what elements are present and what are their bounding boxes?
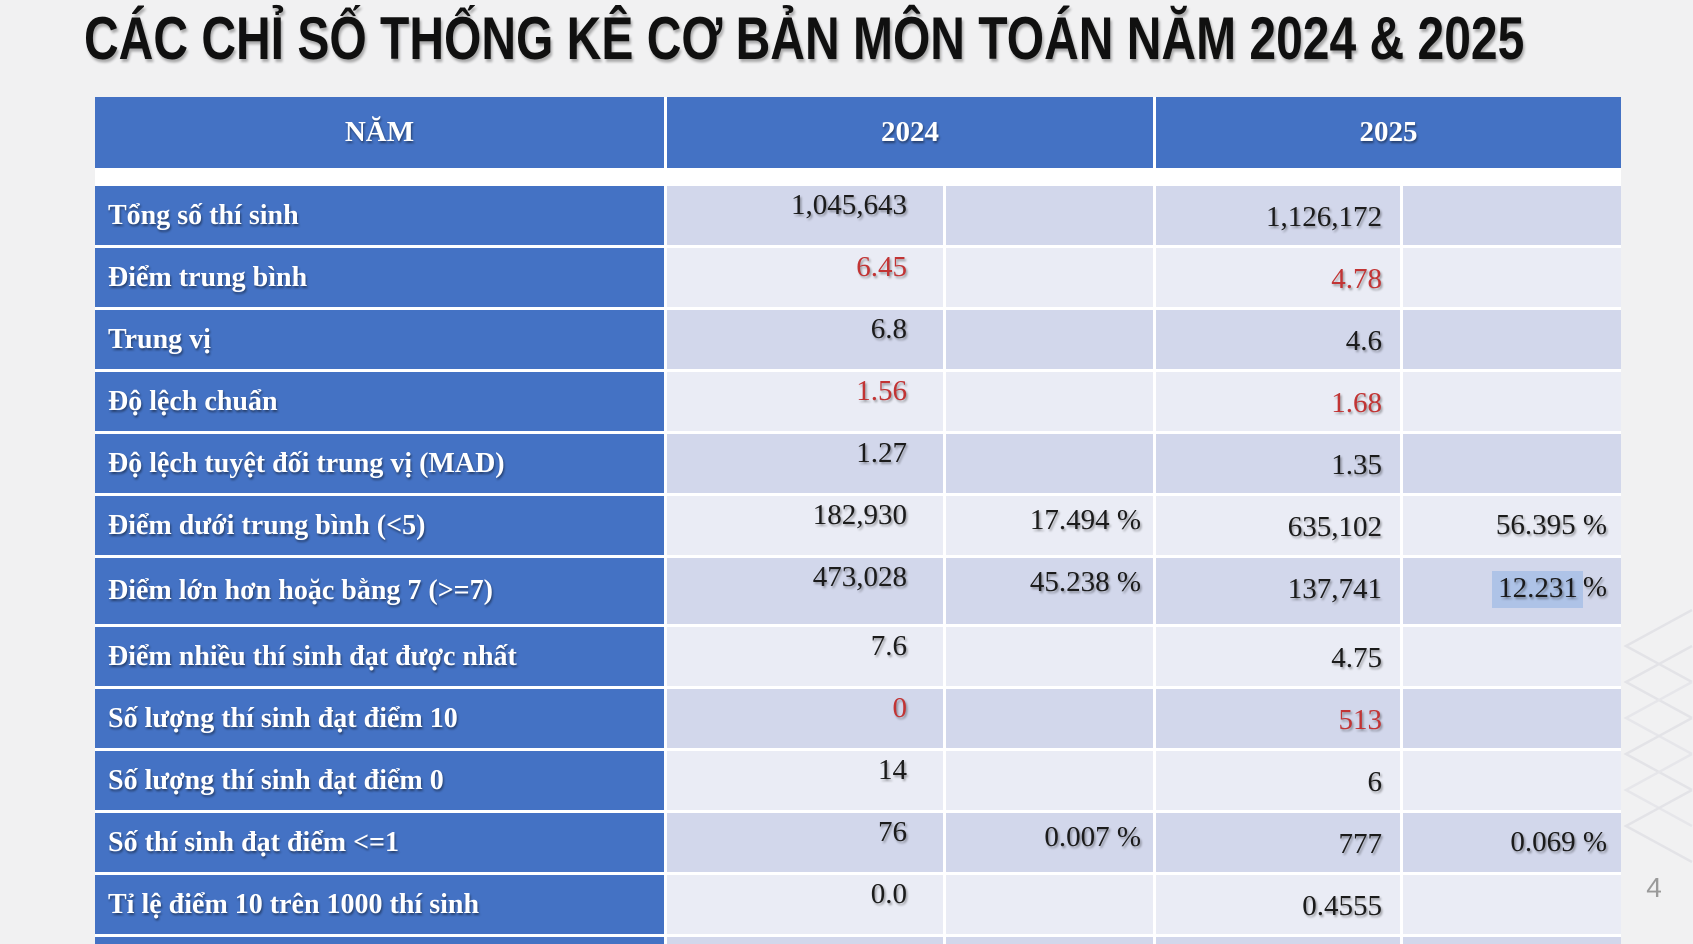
pct-2024 [946, 751, 1153, 810]
value-2025: 513 [1156, 689, 1400, 748]
value-2024: 14 [667, 751, 943, 810]
value-2025: 0.4555 [1156, 875, 1400, 934]
pct-2024 [946, 434, 1153, 493]
pct-2025 [1403, 627, 1621, 686]
value-2024: 182,930 [667, 496, 943, 555]
pct-2024: 0.007 % [946, 813, 1153, 872]
table-row [95, 372, 1621, 431]
value-2024: 473,028 [667, 558, 943, 624]
value-2025: 4.75 [1156, 627, 1400, 686]
pct-2024: 45.238 % [946, 558, 1153, 624]
table-row-cutoff [95, 937, 1621, 944]
row-label: Tỉ lệ điểm 10 trên 1000 thí sinh [95, 875, 664, 934]
row-label: Điểm trung bình [95, 248, 664, 307]
pct-2024 [946, 875, 1153, 934]
pct-2025: 56.395 % [1403, 496, 1621, 555]
value-2025: 6 [1156, 751, 1400, 810]
pct-2025 [1403, 937, 1621, 944]
highlighted-value: 12.231 [1492, 571, 1583, 608]
row-label [95, 937, 664, 944]
pct-2024 [946, 186, 1153, 245]
value-2025: 4.6 [1156, 310, 1400, 369]
pct-2025 [1403, 372, 1621, 431]
table-row [95, 496, 1621, 555]
pct-2025 [1403, 689, 1621, 748]
table-row [95, 248, 1621, 307]
table-row [95, 875, 1621, 934]
value-2024: 1.56 [667, 372, 943, 431]
header-year-label: NĂM [95, 97, 664, 168]
table-row [95, 558, 1621, 624]
table-header-row [95, 97, 1621, 168]
pct-2024 [946, 248, 1153, 307]
page-number: 4 [1646, 872, 1662, 903]
row-label: Điểm nhiều thí sinh đạt được nhất [95, 627, 664, 686]
pct-2025 [1403, 310, 1621, 369]
value-2024: 76 [667, 813, 943, 872]
value-2025: 1.35 [1156, 434, 1400, 493]
pct-2025: 0.069 % [1403, 813, 1621, 872]
table-row [95, 689, 1621, 748]
pct-2024 [946, 937, 1153, 944]
pct-2024 [946, 627, 1153, 686]
value-2025: 777 [1156, 813, 1400, 872]
value-2024: 6.45 [667, 248, 943, 307]
row-label: Độ lệch tuyệt đối trung vị (MAD) [95, 434, 664, 493]
row-label: Độ lệch chuẩn [95, 372, 664, 431]
value-2024: 1.27 [667, 434, 943, 493]
value-2024 [667, 937, 943, 944]
row-label: Trung vị [95, 310, 664, 369]
pct-2024 [946, 372, 1153, 431]
statistics-table [95, 97, 1621, 944]
pct-2025 [1403, 248, 1621, 307]
row-label: Tổng số thí sinh [95, 186, 664, 245]
value-2025: 4.78 [1156, 248, 1400, 307]
row-label: Số lượng thí sinh đạt điểm 10 [95, 689, 664, 748]
pct-2024 [946, 310, 1153, 369]
header-2025: 2025 [1156, 97, 1621, 168]
table-row [95, 434, 1621, 493]
value-2024: 1,045,643 [667, 186, 943, 245]
value-2025 [1156, 937, 1400, 944]
row-label: Số thí sinh đạt điểm <=1 [95, 813, 664, 872]
value-2024: 6.8 [667, 310, 943, 369]
pct-2025 [1403, 186, 1621, 245]
pct-2025: 12.231 % [1403, 558, 1621, 624]
slide-title: CÁC CHỈ SỐ THỐNG KÊ CƠ BẢN MÔN TOÁN NĂM 2024 & 2025 [84, 5, 1525, 72]
value-2024: 7.6 [667, 627, 943, 686]
value-2025: 1.68 [1156, 372, 1400, 431]
row-label: Điểm dưới trung bình (<5) [95, 496, 664, 555]
value-2024: 0.0 [667, 875, 943, 934]
value-2024: 0 [667, 689, 943, 748]
pct-2025 [1403, 434, 1621, 493]
table-row [95, 310, 1621, 369]
table-row [95, 627, 1621, 686]
table-body [95, 186, 1621, 944]
header-2024: 2024 [667, 97, 1153, 168]
table-row [95, 751, 1621, 810]
value-2025: 635,102 [1156, 496, 1400, 555]
row-label: Điểm lớn hơn hoặc bằng 7 (>=7) [95, 558, 664, 624]
value-2025: 1,126,172 [1156, 186, 1400, 245]
pct-2025 [1403, 751, 1621, 810]
value-2025: 137,741 [1156, 558, 1400, 624]
chevron-decoration-icon [1610, 600, 1693, 880]
pct-2024: 17.494 % [946, 496, 1153, 555]
pct-2025 [1403, 875, 1621, 934]
table-row [95, 186, 1621, 245]
row-label: Số lượng thí sinh đạt điểm 0 [95, 751, 664, 810]
table-row [95, 813, 1621, 872]
pct-2024 [946, 689, 1153, 748]
